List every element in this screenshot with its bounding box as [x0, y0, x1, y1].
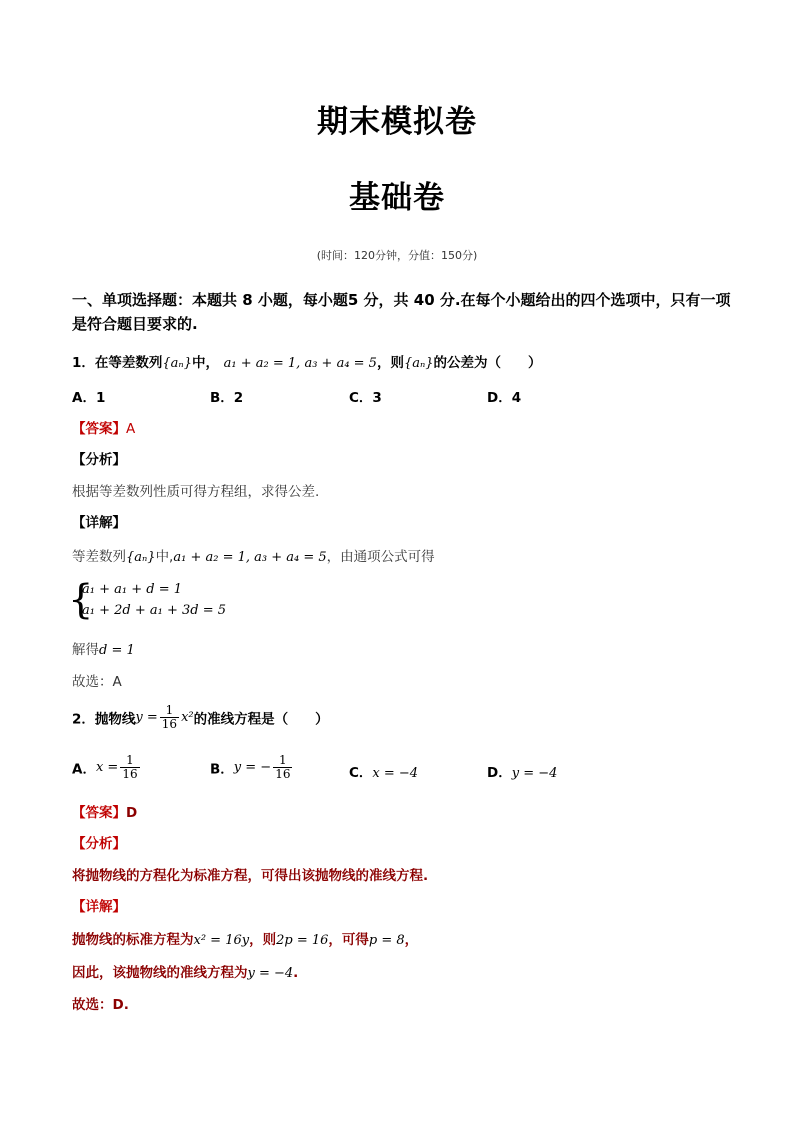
q1-mid: 中，: [191, 355, 219, 371]
q1-option-b: B．2: [210, 390, 244, 406]
q1-detail-cond: a₁ + a₂ = 1, a₃ + a₄ = 5: [173, 550, 327, 565]
q2-option-b: B．y = − $\frac{1}{16}$: [210, 753, 291, 781]
section-heading: 一、单项选择题：本题共 8 小题，每小题5 分，共 40 分.在每个小题给出的四个选项中，只有一项是符合题目要求的.: [72, 291, 731, 333]
q1-answer-value: A: [126, 421, 136, 437]
q1-tail: 的公差为（ ）: [433, 355, 542, 371]
q1-solve-expr: d = 1: [99, 643, 135, 658]
q1-prefix: 1．在等差数列: [72, 355, 163, 371]
q1-detail-tail: ，由通项公式可得: [326, 549, 435, 565]
q2-tail: 的准线方程是（ ）: [193, 711, 329, 728]
q2-analysis-text: 将抛物线的方程化为标准方程，可得出该抛物线的准线方程.: [72, 868, 429, 884]
q1-detail-prefix: 等差数列: [72, 549, 126, 565]
q1-then: ，则: [376, 355, 404, 371]
q2-option-d: D．y = −4: [487, 765, 558, 781]
q1-seq-2: {aₙ}: [403, 356, 434, 371]
q1-analysis-label: 【分析】: [72, 452, 126, 468]
q1-solve-prefix: 解得: [72, 642, 99, 658]
q1-choose: 故选：A: [72, 674, 122, 690]
q1-analysis-text: 根据等差数列性质可得方程组，求得公差.: [72, 484, 320, 500]
q2-answer-value: D: [126, 805, 138, 821]
q2-eq-lhs: y =: [135, 710, 158, 725]
q2-detail-line-1: 抛物线的标准方程为x² = 16y，则2p = 16，可得p = 8，: [72, 932, 419, 948]
q2-option-a: A．x = $\frac{1}{16}$: [72, 753, 138, 781]
q1-answer-label: 【答案】: [72, 421, 126, 437]
q1-detail-line: [72, 545, 435, 565]
system-line-1: a₁ + a₁ + d = 1: [82, 582, 182, 597]
q1-option-c: C．3: [349, 390, 382, 406]
q2-answer: [72, 801, 137, 821]
page-title: 期末模拟卷: [317, 104, 477, 140]
q2-choose: 故选：D.: [72, 997, 129, 1013]
q1-solve: [72, 638, 135, 658]
q2-eq-fraction: $\frac{1}{16}$: [161, 703, 178, 731]
q1-option-d: D．4: [487, 390, 522, 406]
q2-detail-label: 【详解】: [72, 899, 126, 915]
exam-meta: (时间：120分钟，分值：150分): [316, 249, 478, 262]
q1-detail-mid: 中,: [155, 549, 174, 565]
q2-option-c: C．x = −4: [349, 765, 419, 781]
question-1: [72, 351, 542, 371]
q1-detail-seq: {aₙ}: [126, 550, 156, 565]
system-brace: {: [68, 577, 94, 623]
q1-detail-label: 【详解】: [72, 515, 126, 531]
page-subtitle: 基础卷: [349, 180, 445, 216]
q2-prefix: 2．抛物线: [72, 711, 136, 728]
q1-cond: a₁ + a₂ = 1, a₃ + a₄ = 5: [223, 356, 377, 371]
system-line-2: a₁ + 2d + a₁ + 3d = 5: [82, 603, 227, 618]
q2-answer-label: 【答案】: [72, 805, 126, 821]
q1-answer: [72, 417, 135, 437]
q1-option-a: A．1: [72, 390, 106, 406]
question-2: [72, 704, 329, 731]
q1-seq: {aₙ}: [162, 356, 192, 371]
q2-eq-rhs: x²: [181, 710, 194, 725]
q2-analysis-label: 【分析】: [72, 836, 126, 852]
q2-detail-line-2: 因此，该抛物线的准线方程为y = −4.: [72, 965, 299, 981]
